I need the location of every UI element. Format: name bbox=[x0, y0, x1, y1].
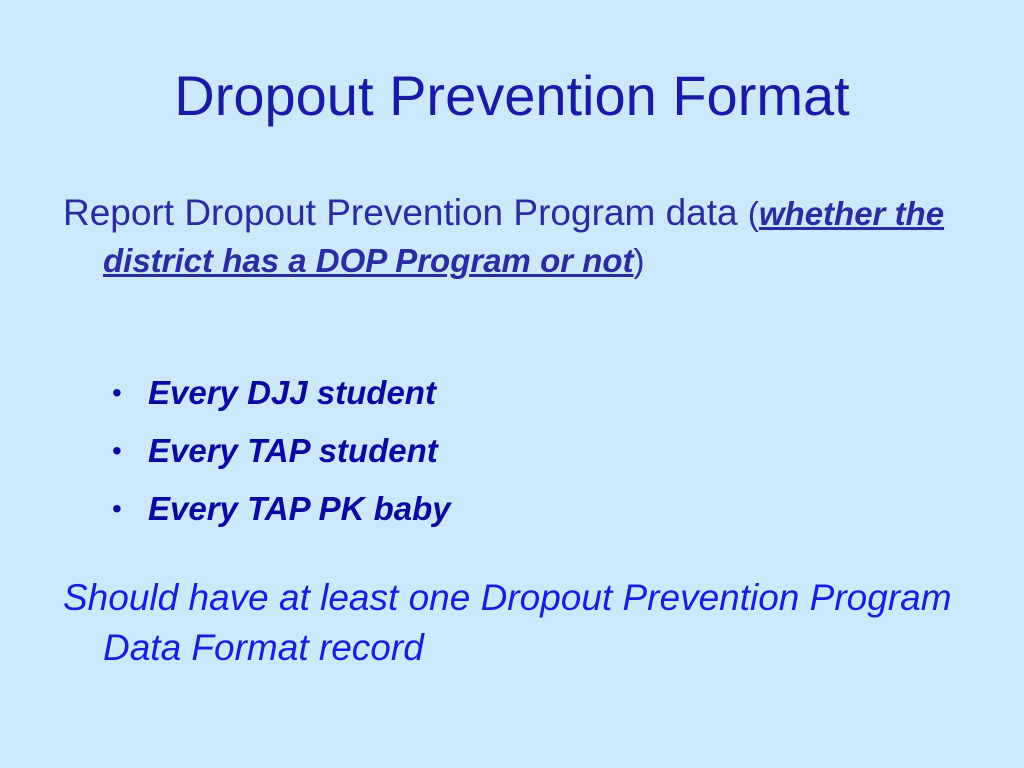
emphasis-text: whether the district has a DOP Program or not bbox=[103, 195, 945, 279]
bullet-list bbox=[112, 370, 451, 544]
bullet-icon: • bbox=[112, 493, 122, 524]
bullet-text: Every TAP PK baby bbox=[148, 490, 451, 527]
open-paren: ( bbox=[747, 195, 759, 232]
bullet-icon: • bbox=[112, 377, 122, 408]
close-paren: ) bbox=[633, 242, 645, 279]
bullet-icon: • bbox=[112, 435, 122, 466]
summary-paragraph: Should have at least one Dropout Prevention Program Data Format record bbox=[63, 577, 952, 668]
slide-title: Dropout Prevention Format bbox=[174, 64, 850, 127]
report-text: Report Dropout Prevention Program data bbox=[63, 192, 738, 233]
bullet-item-tap bbox=[112, 428, 451, 486]
bullet-item-djj bbox=[112, 370, 451, 428]
bullet-text: Every TAP student bbox=[148, 432, 438, 469]
report-paragraph bbox=[63, 190, 1003, 284]
bullet-item-tap-pk bbox=[112, 486, 451, 544]
bullet-text: Every DJJ student bbox=[148, 374, 436, 411]
